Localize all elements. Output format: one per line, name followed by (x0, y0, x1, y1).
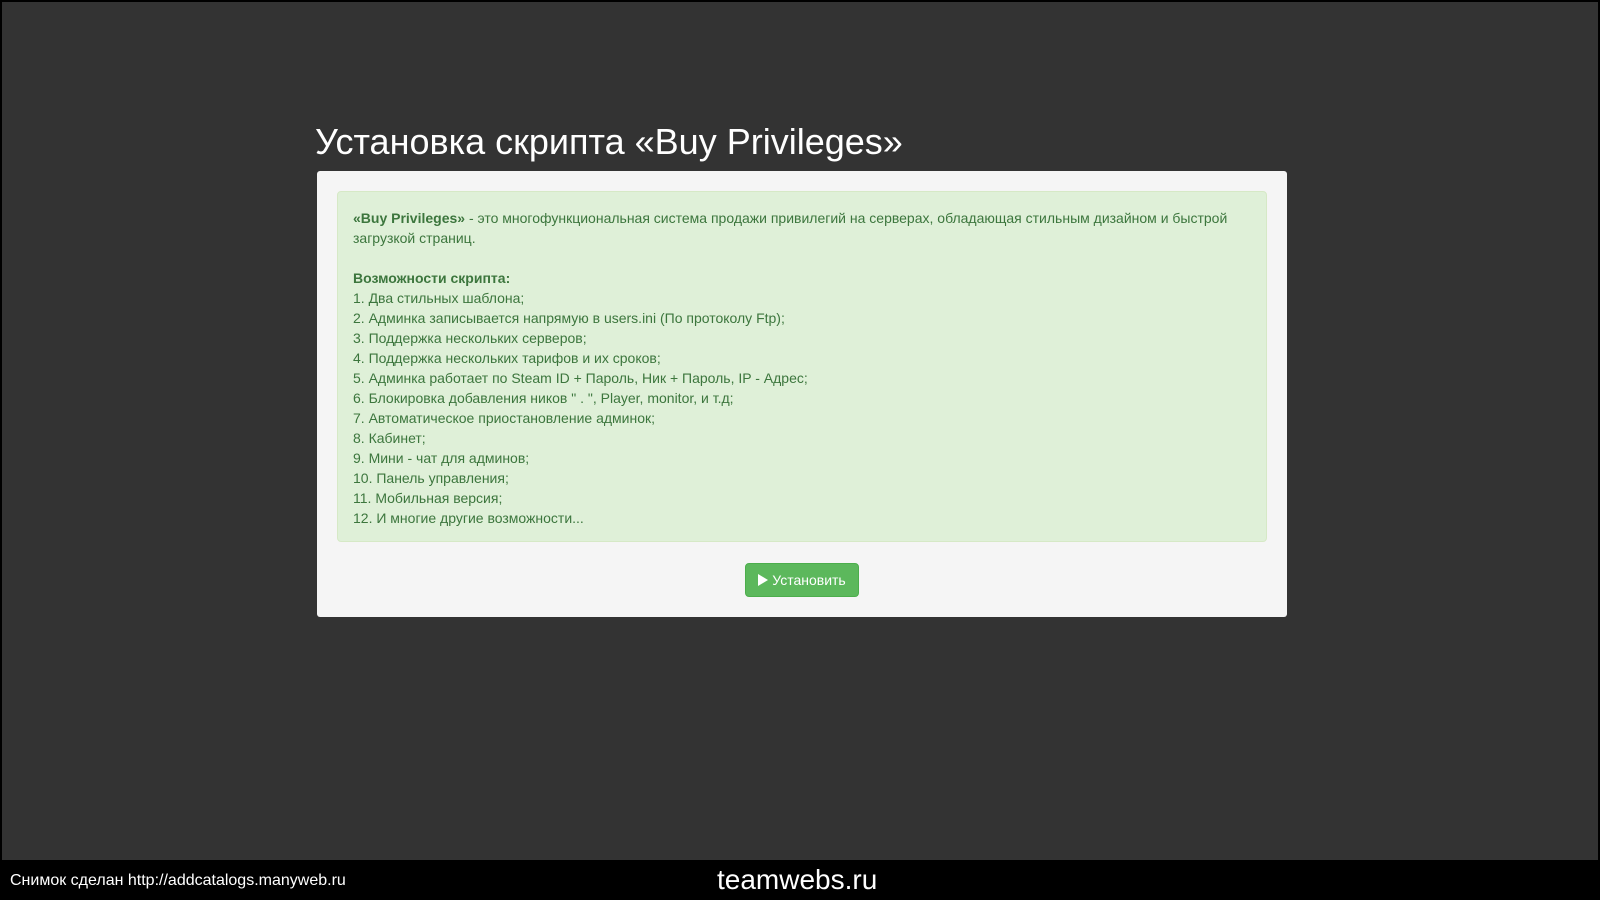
bottom-bar (0, 860, 1600, 900)
feature-item: 5. Админка работает по Steam ID + Пароль, Ник + Пароль, IP - Адрес; (353, 370, 808, 386)
install-button[interactable] (745, 563, 859, 597)
feature-item: 3. Поддержка нескольких серверов; (353, 330, 587, 346)
intro-text: - это многофункциональная система продажи привилегий на серверах, обладающая стильным дизайном и быстрой загрузкой страниц. (353, 210, 1228, 246)
features-list (353, 288, 1251, 528)
feature-item: 10. Панель управления; (353, 470, 509, 486)
snapshot-caption: Снимок сделан http://addcatalogs.manyweb.ru (10, 872, 346, 889)
install-button-label: Установить (772, 572, 846, 588)
script-name: «Buy Privileges» (353, 210, 466, 226)
site-watermark: teamwebs.ru (717, 864, 878, 895)
page-title: Установка скрипта «Buy Privileges» (315, 121, 903, 162)
feature-item: 8. Кабинет; (353, 430, 426, 446)
spacer (353, 248, 1251, 268)
feature-item: 7. Автоматическое приостановление админок; (353, 410, 655, 426)
page-background (2, 2, 1598, 860)
feature-item: 9. Мини - чат для админов; (353, 450, 530, 466)
install-panel (317, 171, 1287, 617)
feature-item: 6. Блокировка добавления ников " . ", Player, monitor, и т.д; (353, 390, 734, 406)
feature-item: 1. Два стильных шаблона; (353, 290, 525, 306)
description-alert (337, 191, 1267, 542)
feature-item: 11. Мобильная версия; (353, 490, 503, 506)
feature-item: 4. Поддержка нескольких тарифов и их сроков; (353, 350, 661, 366)
features-heading: Возможности скрипта: (353, 270, 511, 286)
feature-item: 12. И многие другие возможности... (353, 510, 584, 526)
play-icon (758, 574, 768, 586)
intro-paragraph (353, 208, 1251, 248)
feature-item: 2. Админка записывается напрямую в users.ini (По протоколу Ftp); (353, 310, 785, 326)
